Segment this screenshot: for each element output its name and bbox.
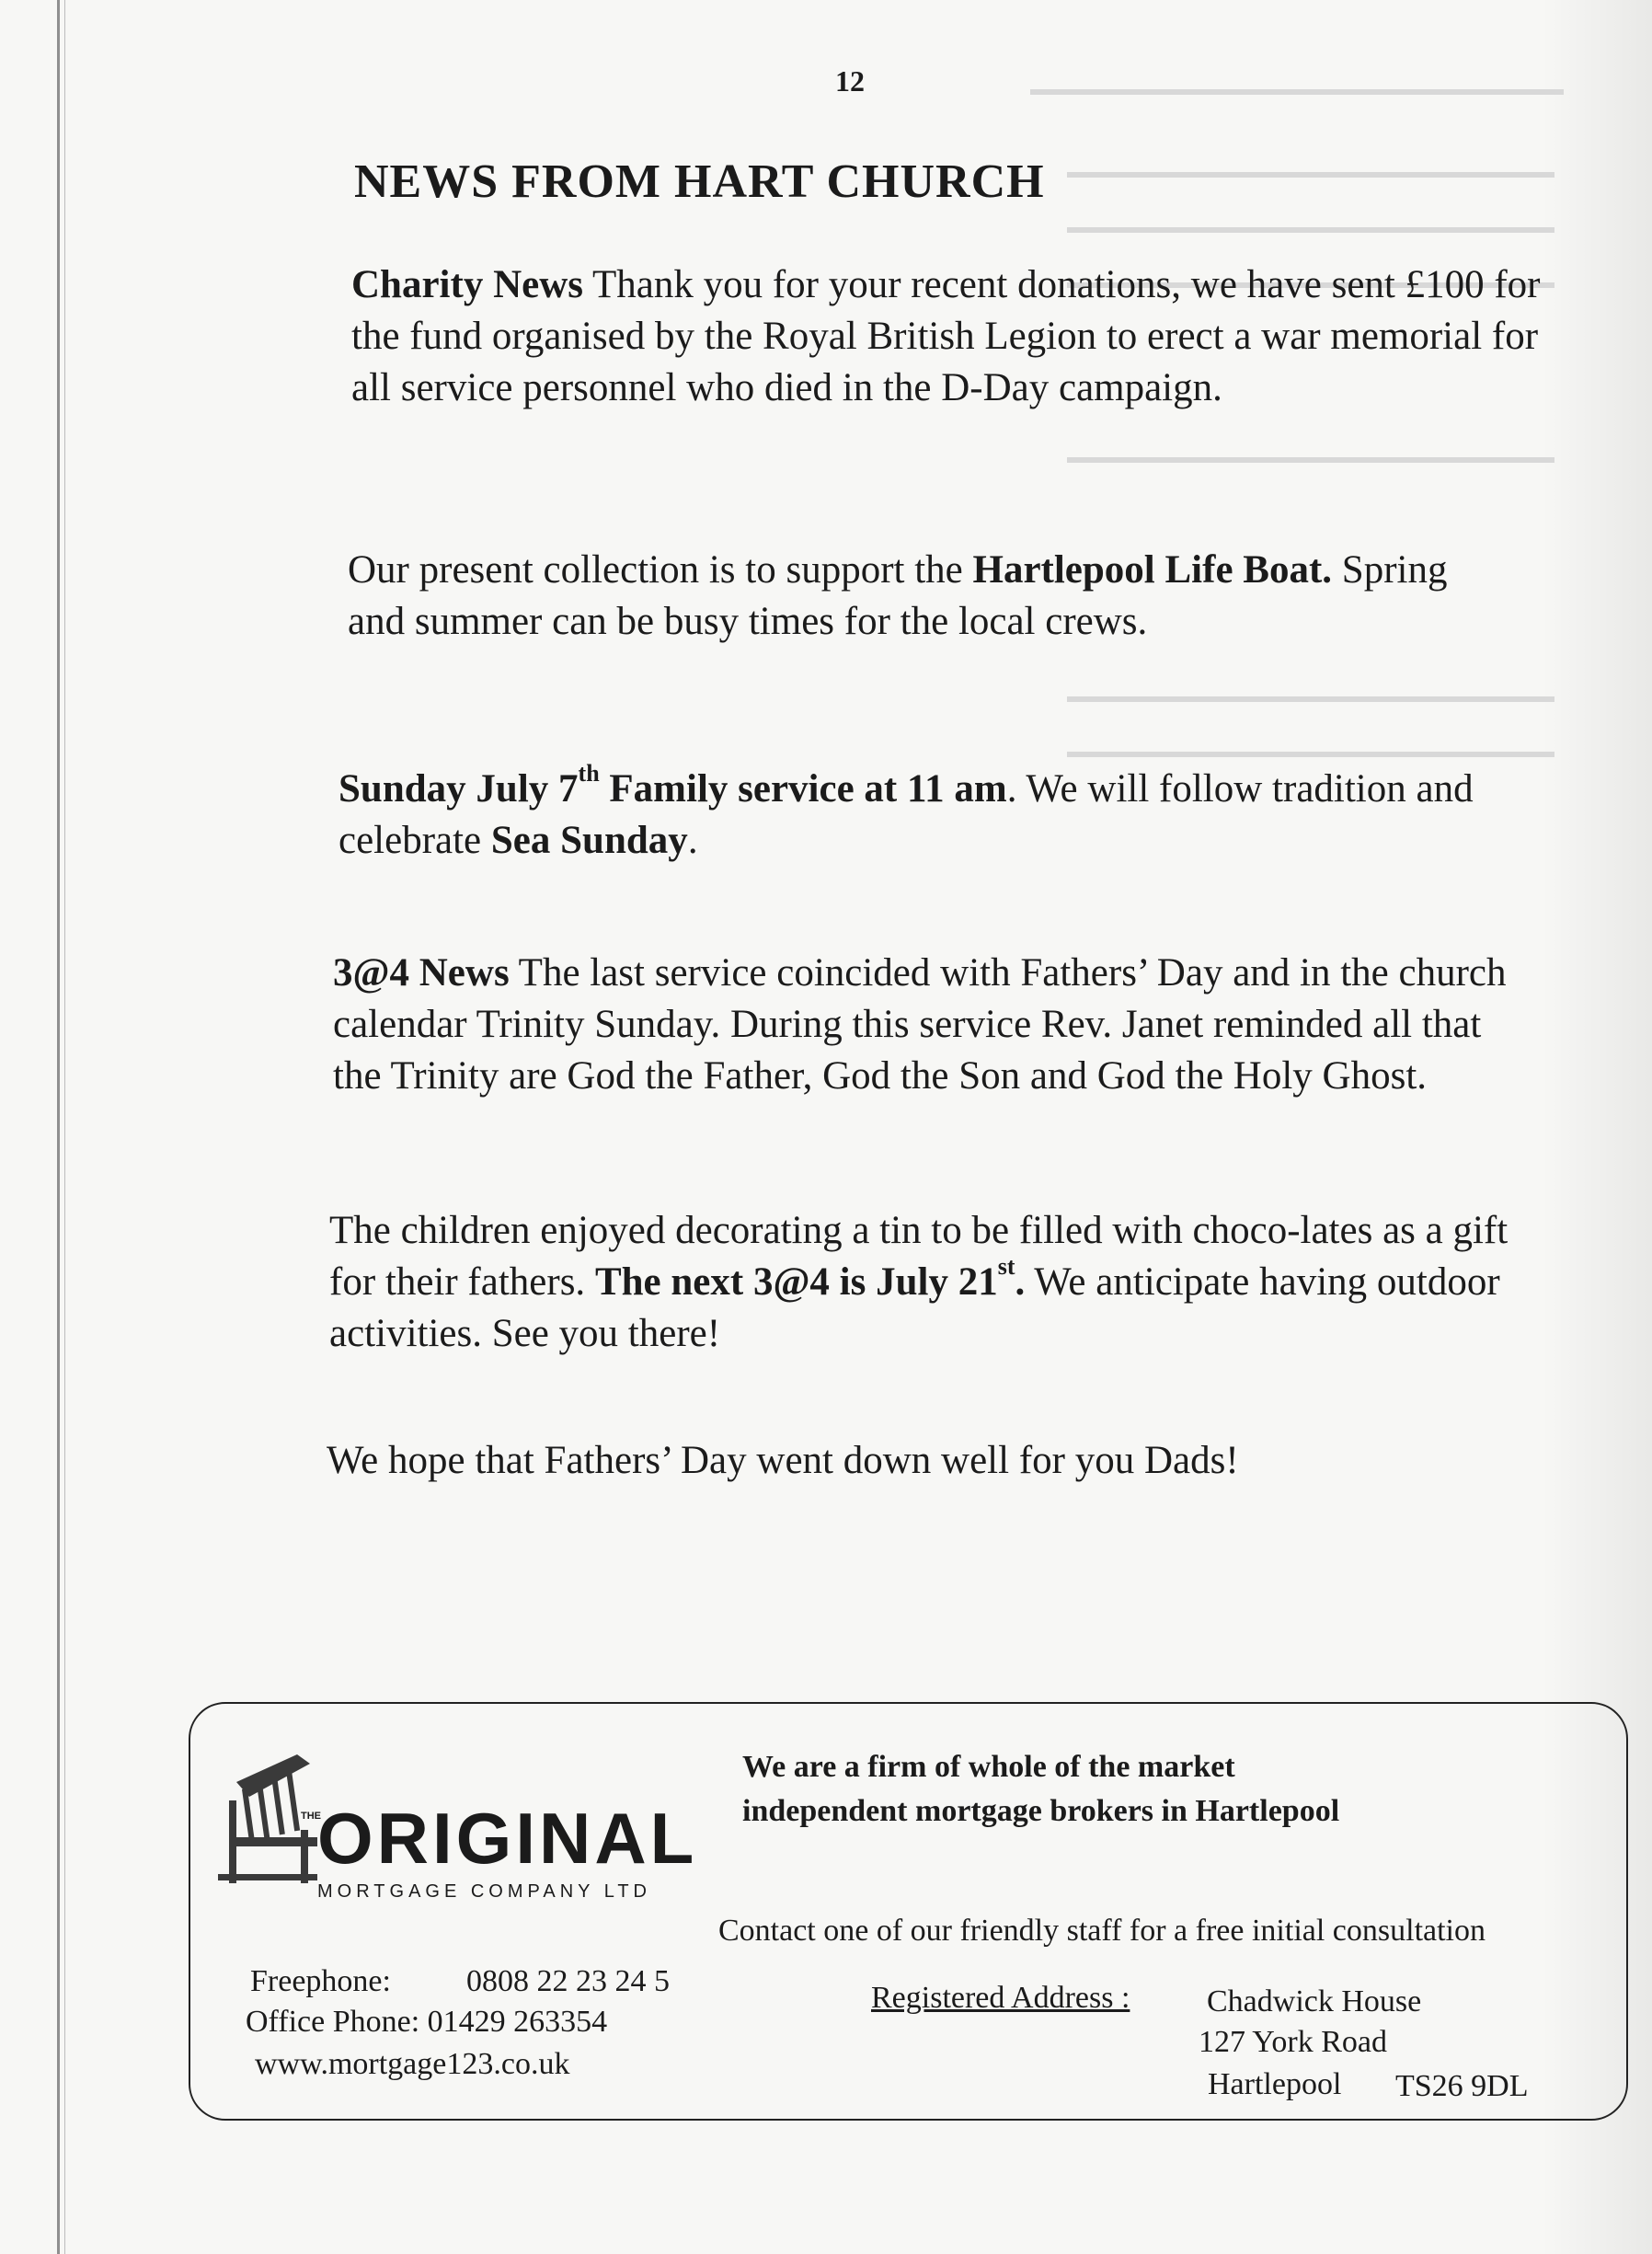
advert-contact-line: Contact one of our friendly staff for a free initial consultation [718, 1914, 1486, 1948]
collection-text-after: Spring and summer can be busy times for the local crews. [348, 548, 1448, 643]
office-phone: Office Phone: 01429 263354 [246, 2005, 608, 2039]
address-line-1: Chadwick House [1207, 1984, 1422, 2018]
collection-bold: Hartlepool Life Boat. [972, 548, 1333, 592]
charity-news-text: Thank you for your recent donations, we have sent £100 for the fund organised by the Royal British Legion to erect a war memorial for all service personnel who died in the D-Day campaign. [351, 263, 1541, 409]
sunday-text: . We will follow tradition and celebrate [338, 767, 1474, 862]
address-town: Hartlepool [1208, 2067, 1342, 2101]
logo-the: THE [301, 1811, 321, 1822]
logo-subtitle: MORTGAGE COMPANY LTD [317, 1881, 651, 1902]
registered-address-label: Registered Address : [871, 1981, 1130, 2015]
news-34-paragraph [333, 948, 1529, 1102]
logo-wordmark: ORIGINAL [317, 1798, 698, 1879]
charity-news-paragraph [351, 259, 1547, 414]
next-34-date: The next 3@4 is July 21 [594, 1260, 998, 1304]
address-postcode: TS26 9DL [1395, 2069, 1529, 2103]
freephone-number: 0808 22 23 24 5 [466, 1964, 670, 1998]
next-34-end: . [1015, 1260, 1026, 1304]
sunday-service-time: Family service at 11 am [609, 767, 1007, 811]
next-34-suffix: st [997, 1253, 1015, 1280]
website: www.mortgage123.co.uk [255, 2047, 570, 2081]
company-logo [209, 1745, 698, 1911]
sunday-service-paragraph [338, 760, 1507, 867]
address-line-2: 127 York Road [1199, 2025, 1387, 2059]
binding-line-inner [64, 0, 65, 2254]
sunday-date: Sunday July 7 [338, 767, 579, 811]
sea-sunday: Sea Sunday [490, 819, 688, 862]
children-text-after: We anticipate having outdoor activities. See you there! [329, 1260, 1500, 1355]
page-title: NEWS FROM HART CHURCH [354, 155, 1045, 208]
children-text: The children enjoyed decorating a tin to be filled with choco-lates as a gift for their fathers. [329, 1209, 1509, 1304]
fathers-day-paragraph: We hope that Fathers’ Day went down well for you Dads! [327, 1439, 1239, 1482]
collection-paragraph [348, 545, 1479, 648]
news-34-heading: 3@4 News [333, 951, 510, 995]
charity-news-heading: Charity News [351, 263, 583, 306]
sunday-date-suffix: th [578, 760, 600, 787]
children-paragraph [329, 1205, 1525, 1360]
page-number: 12 [835, 64, 865, 98]
collection-text-before: Our present collection is to support the [348, 548, 963, 592]
news-34-text: The last service coincided with Fathers’ Day and in the church calendar Trinity Sunday. During this service Rev. Janet reminded all that the Trinity are God the Father, God the Son and God the Holy Ghost. [333, 951, 1507, 1098]
sunday-text-end: . [687, 819, 698, 862]
freephone-label: Freephone: [250, 1964, 391, 1998]
advert-tagline: We are a firm of whole of the market independent mortgage brokers in Hartlepool [742, 1750, 1340, 1828]
binding-line [57, 0, 60, 2254]
mortgage-advert [189, 1702, 1628, 2121]
